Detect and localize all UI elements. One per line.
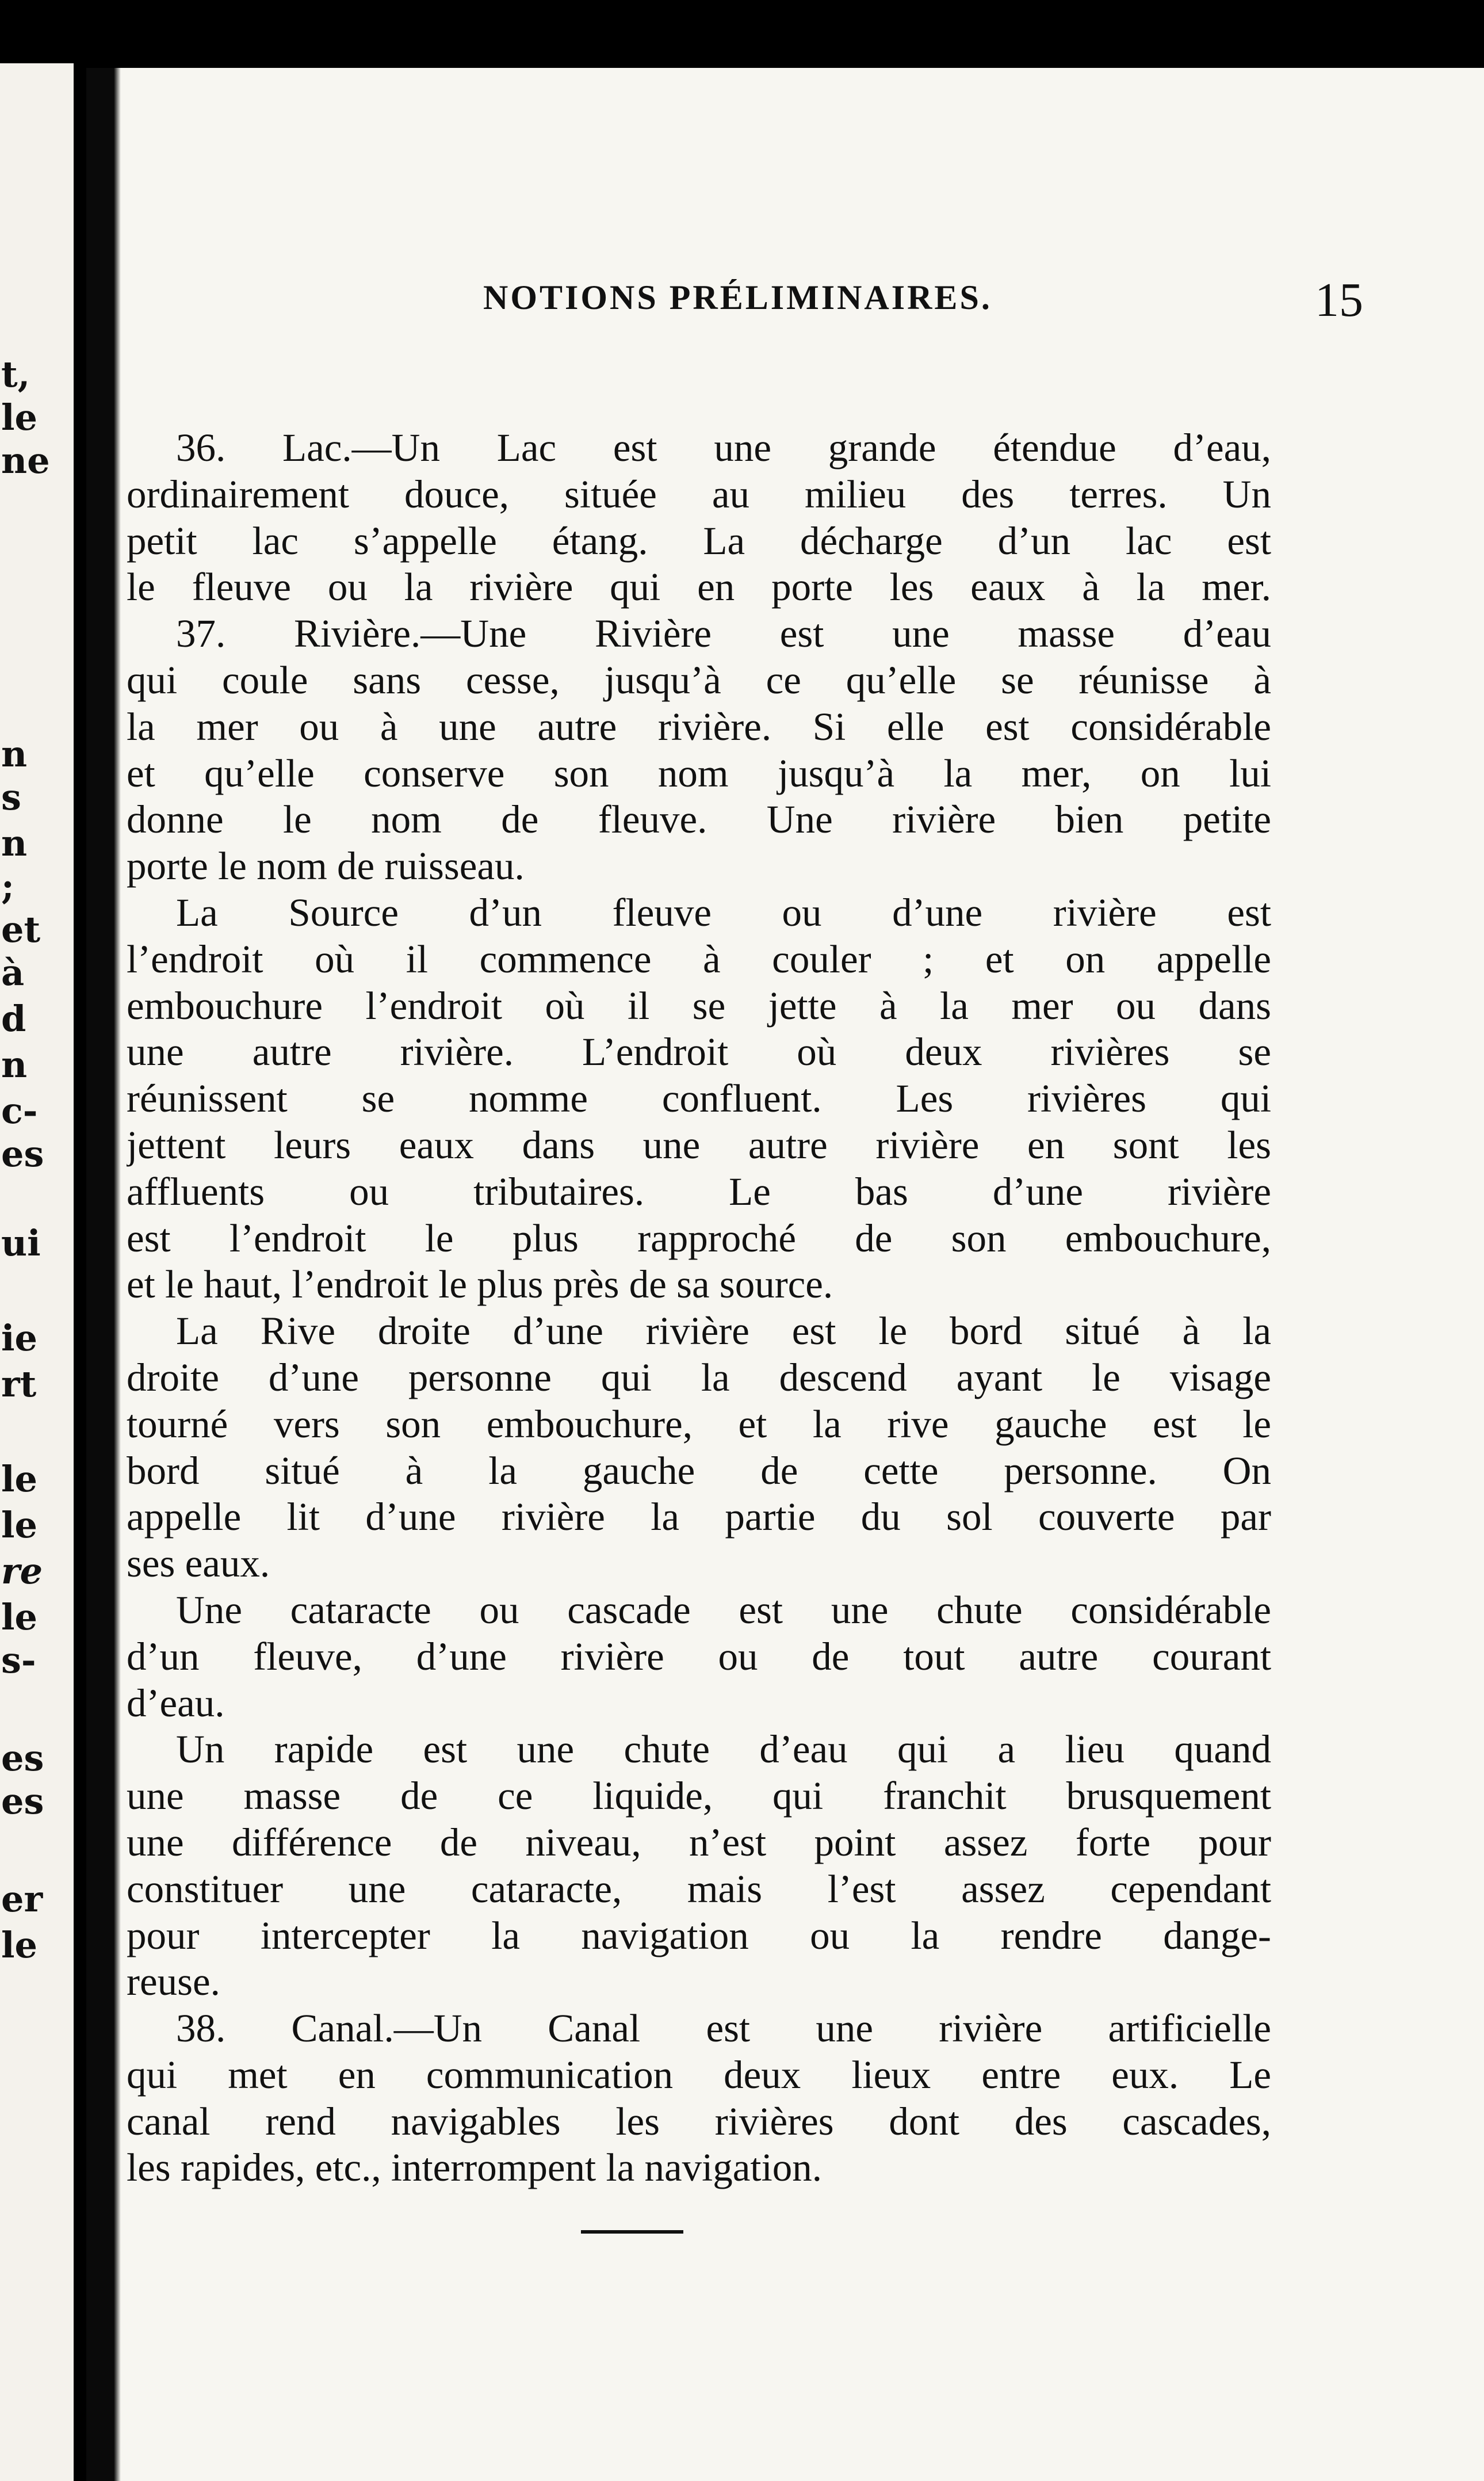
edge-fragment: ; bbox=[1, 865, 14, 907]
edge-fragment: le bbox=[1, 1924, 37, 1966]
text-line: qui met en communication deux lieux entre eux. Le bbox=[127, 2052, 1271, 2097]
edge-fragment: c- bbox=[1, 1090, 38, 1132]
edge-fragment: le bbox=[1, 1458, 37, 1500]
page-title: NOTIONS PRÉLIMINAIRES. bbox=[483, 278, 992, 316]
text-line: est l’endroit le plus rapproché de son embouchure, bbox=[127, 1216, 1271, 1260]
edge-fragment: er bbox=[1, 1878, 43, 1920]
text-line: droite d’une personne qui la descend ayant le visage bbox=[127, 1355, 1271, 1399]
edge-fragment: rt bbox=[1, 1363, 37, 1405]
text-line: une différence de niveau, n’est point assez forte pour bbox=[127, 1820, 1271, 1864]
edge-fragment: d bbox=[1, 998, 26, 1040]
text-line: la mer ou à une autre rivière. Si elle est considérable bbox=[127, 704, 1271, 749]
text-line: Un rapide est une chute d’eau qui a lieu quand bbox=[176, 1727, 1271, 1772]
edge-fragment: et bbox=[1, 909, 41, 951]
text-line: une masse de ce liquide, qui franchit brusquement bbox=[127, 1774, 1271, 1818]
edge-fragment: s bbox=[1, 776, 21, 818]
text-line: embouchure l’endroit où il se jette à la mer ou dans bbox=[127, 983, 1271, 1028]
edge-fragment: le bbox=[1, 1504, 37, 1546]
text-line: tourné vers son embouchure, et la rive gauche est le bbox=[127, 1402, 1271, 1446]
text-line: canal rend navigables les rivières dont des cascades, bbox=[127, 2099, 1271, 2143]
section-end-rule bbox=[581, 2230, 683, 2234]
edge-fragment: le bbox=[1, 396, 37, 438]
text-line: une autre rivière. L’endroit où deux rivières se bbox=[127, 1030, 1271, 1074]
text-line: 37. Rivière.—Une Rivière est une masse d’eau bbox=[176, 612, 1271, 656]
text-line: reuse. bbox=[127, 1960, 220, 2004]
text-line: qui coule sans cesse, jusqu’à ce qu’elle se réunisse à bbox=[127, 658, 1271, 702]
body-text bbox=[127, 425, 1271, 2191]
text-line: 36. Lac.—Un Lac est une grande étendue d’eau, bbox=[176, 426, 1271, 470]
edge-fragment: es bbox=[1, 1780, 44, 1822]
edge-fragment: à bbox=[1, 952, 25, 994]
edge-fragment: n bbox=[1, 733, 28, 775]
text-line: les rapides, etc., interrompent la navigation. bbox=[127, 2146, 823, 2190]
text-line: ses eaux. bbox=[127, 1541, 270, 1586]
edge-fragment: t, bbox=[1, 353, 30, 395]
page-number: 15 bbox=[1315, 273, 1363, 327]
book-page bbox=[86, 68, 1484, 2481]
text-line: le fleuve ou la rivière qui en porte les eaux à la mer. bbox=[127, 565, 1271, 609]
text-line: La Source d’un fleuve ou d’une rivière est bbox=[176, 890, 1271, 934]
text-line: La Rive droite d’une rivière est le bord situé à la bbox=[176, 1309, 1271, 1353]
edge-fragment: re bbox=[1, 1550, 43, 1592]
text-line: appelle lit d’une rivière la partie du sol couverte par bbox=[127, 1495, 1271, 1539]
text-line: donne le nom de fleuve. Une rivière bien petite bbox=[127, 797, 1271, 842]
text-line: d’un fleuve, d’une rivière ou de tout autre courant bbox=[127, 1634, 1271, 1678]
edge-fragment: n bbox=[1, 822, 28, 864]
edge-fragment: ui bbox=[1, 1222, 41, 1264]
text-line: Une cataracte ou cascade est une chute considérable bbox=[176, 1587, 1271, 1632]
text-line: l’endroit où il commence à couler ; et on appelle bbox=[127, 937, 1271, 981]
text-line: réunissent se nomme confluent. Les rivières qui bbox=[127, 1077, 1271, 1121]
text-line: jettent leurs eaux dans une autre rivière en sont les bbox=[127, 1123, 1271, 1167]
previous-page-edge bbox=[0, 63, 74, 2481]
edge-fragment: s- bbox=[1, 1639, 36, 1681]
text-line: constituer une cataracte, mais l’est assez cependant bbox=[127, 1867, 1271, 1911]
text-line: et le haut, l’endroit le plus près de sa source. bbox=[127, 1262, 833, 1307]
edge-fragment: n bbox=[1, 1044, 28, 1086]
running-head bbox=[391, 272, 1363, 330]
edge-fragment: es bbox=[1, 1737, 44, 1779]
text-line: porte le nom de ruisseau. bbox=[127, 844, 525, 888]
text-line: d’eau. bbox=[127, 1681, 225, 1725]
text-line: et qu’elle conserve son nom jusqu’à la mer, on lui bbox=[127, 751, 1271, 795]
text-line: pour intercepter la navigation ou la rendre dange- bbox=[127, 1913, 1271, 1957]
binding-shadow bbox=[86, 68, 121, 2481]
text-line: petit lac s’appelle étang. La décharge d’un lac est bbox=[127, 518, 1271, 563]
edge-fragment: ne bbox=[1, 440, 50, 482]
text-line: affluents ou tributaires. Le bas d’une rivière bbox=[127, 1169, 1271, 1213]
edge-fragment: ie bbox=[1, 1317, 37, 1359]
text-line: 38. Canal.—Un Canal est une rivière artificielle bbox=[176, 2006, 1271, 2051]
text-line: ordinairement douce, située au milieu des terres. Un bbox=[127, 472, 1271, 516]
edge-fragment: es bbox=[1, 1133, 44, 1175]
text-line: bord situé à la gauche de cette personne. On bbox=[127, 1448, 1271, 1493]
edge-fragment: le bbox=[1, 1596, 37, 1638]
